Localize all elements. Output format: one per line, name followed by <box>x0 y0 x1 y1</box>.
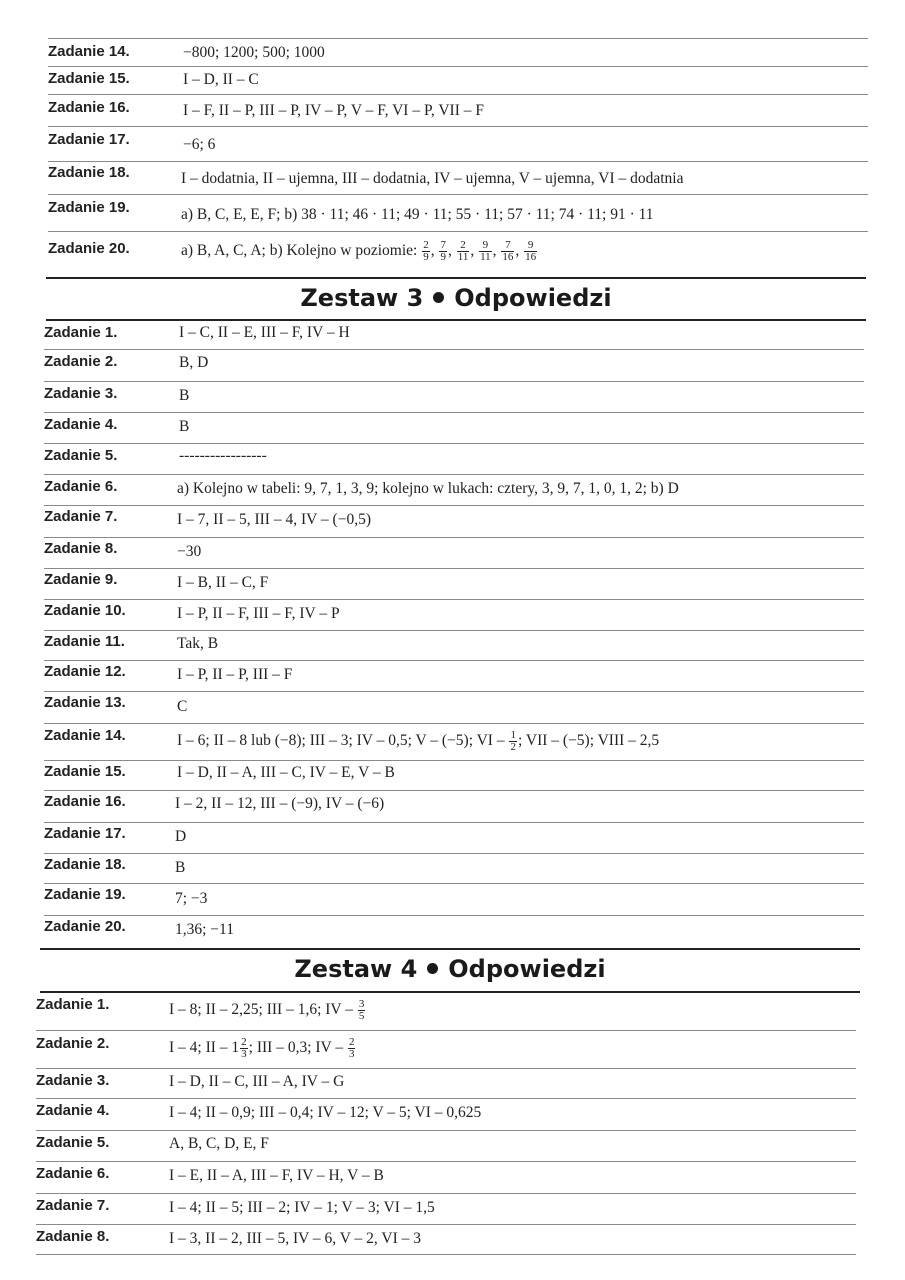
answer-row <box>44 506 864 538</box>
answer-row <box>36 1194 856 1225</box>
task-label: Zadanie 7. <box>36 1197 110 1214</box>
task-answer: I – B, II – C, F <box>177 574 269 591</box>
task-label: Zadanie 7. <box>44 508 118 525</box>
answer-row <box>48 38 868 67</box>
task-label: Zadanie 3. <box>36 1072 110 1089</box>
task-answer: I – E, II – A, III – F, IV – H, V – B <box>169 1167 384 1184</box>
task-answer: I – D, II – C, III – A, IV – G <box>169 1073 345 1090</box>
task-label: Zadanie 15. <box>44 763 126 780</box>
numerator: 3 <box>358 998 365 1010</box>
answer-row <box>44 350 864 382</box>
denominator: 16 <box>502 251 514 263</box>
answer-text: ; VII – (−5); VIII – 2,5 <box>517 732 660 750</box>
set4-heading <box>40 955 860 983</box>
task-label: Zadanie 19. <box>48 199 130 216</box>
answer-row <box>36 1031 856 1069</box>
task-answer: I – F, II – P, III – P, IV – P, V – F, VI – P, VII – F <box>183 102 484 119</box>
task-label: Zadanie 17. <box>48 131 130 148</box>
task-answer: I – D, II – C <box>183 71 259 88</box>
numerator: 1 <box>510 729 516 741</box>
task-label: Zadanie 1. <box>36 996 110 1013</box>
task-label: Zadanie 5. <box>36 1134 110 1151</box>
section-divider <box>40 948 860 950</box>
task-answer: I – dodatnia, II – ujemna, III – dodatnia, IV – ujemna, V – ujemna, VI – dodatnia <box>181 170 684 187</box>
answer-row <box>48 195 868 232</box>
answer-text: I – 6; II – 8 lub (−8); III – 3; IV – 0,5; V – (−5); VI – <box>177 732 505 750</box>
task-label: Zadanie 9. <box>44 571 118 588</box>
task-answer: B <box>175 859 186 876</box>
numerator: 9 <box>524 240 537 252</box>
heading-answers-word: Odpowiedzi <box>448 955 606 983</box>
numerator: 7 <box>501 240 514 252</box>
answer-row <box>44 475 864 506</box>
answer-row <box>36 1131 856 1162</box>
denominator: 16 <box>525 251 537 263</box>
task-label: Zadanie 12. <box>44 663 126 680</box>
task-label: Zadanie 2. <box>36 1035 110 1052</box>
task-answer: ----------------- <box>179 447 267 464</box>
task-answer: I – 4; II – 0,9; III – 0,4; IV – 12; V – 5; VI – 0,625 <box>169 1104 482 1121</box>
task-answer: I – 2, II – 12, III – (−9), IV – (−6) <box>175 795 385 812</box>
answer-row <box>44 382 864 413</box>
denominator: 11 <box>480 251 491 263</box>
answer-text: a) B, A, C, A; b) Kolejno w poziomie: <box>181 242 418 260</box>
denominator: 9 <box>440 251 446 263</box>
section-divider <box>46 277 866 279</box>
task-answer: a) Kolejno w tabeli: 9, 7, 1, 3, 9; kolejno w lukach: cztery, 3, 9, 7, 1, 0, 1, 2; b) D <box>177 480 679 497</box>
task-label: Zadanie 2. <box>44 353 118 370</box>
numerator: 7 <box>440 239 446 251</box>
task-label: Zadanie 8. <box>36 1228 110 1245</box>
task-answer: −800; 1200; 500; 1000 <box>183 44 325 61</box>
fraction <box>501 240 514 263</box>
answer-row <box>36 1069 856 1099</box>
task-label: Zadanie 17. <box>44 825 126 842</box>
answer-text: I – 4; II – 1 <box>169 1039 240 1057</box>
answer-row <box>48 66 868 95</box>
task-answer <box>169 1037 356 1060</box>
task-answer <box>177 730 659 753</box>
task-answer: C <box>177 698 188 715</box>
answer-row <box>44 884 864 916</box>
answer-row <box>44 321 864 350</box>
fraction <box>479 240 492 263</box>
answer-row <box>44 692 864 724</box>
task-answer: I – P, II – F, III – F, IV – P <box>177 605 340 622</box>
task-answer: I – 3, II – 2, III – 5, IV – 6, V – 2, VI – 3 <box>169 1230 422 1247</box>
task-label: Zadanie 10. <box>44 602 126 619</box>
task-label: Zadanie 11. <box>44 633 125 650</box>
numerator: 2 <box>457 240 470 252</box>
task-label: Zadanie 13. <box>44 694 126 711</box>
task-answer: D <box>175 828 187 845</box>
answer-row <box>36 993 856 1031</box>
task-label: Zadanie 8. <box>44 540 118 557</box>
denominator: 5 <box>358 1010 365 1022</box>
task-answer: I – D, II – A, III – C, IV – E, V – B <box>177 764 395 781</box>
answer-row <box>44 631 864 661</box>
bullet-icon <box>427 963 438 974</box>
denominator: 2 <box>510 741 516 753</box>
answer-row <box>48 162 868 195</box>
heading-set-number: Zestaw 4 <box>294 955 418 983</box>
task-label: Zadanie 18. <box>44 856 126 873</box>
task-label: Zadanie 3. <box>44 385 118 402</box>
task-answer: −30 <box>177 543 202 560</box>
task-label: Zadanie 20. <box>48 240 130 257</box>
task-answer: −6; 6 <box>183 136 216 153</box>
answer-row <box>36 1099 856 1131</box>
task-answer: Tak, B <box>177 635 219 652</box>
answer-row <box>44 413 864 444</box>
task-label: Zadanie 6. <box>44 478 118 495</box>
numerator: 9 <box>479 240 492 252</box>
task-label: Zadanie 5. <box>44 447 118 464</box>
answer-text: ; III – 0,3; IV – <box>248 1039 344 1057</box>
answer-row <box>44 761 864 791</box>
answer-row <box>44 538 864 569</box>
denominator: 3 <box>348 1048 355 1060</box>
answer-row <box>48 232 868 270</box>
task-label: Zadanie 4. <box>36 1102 110 1119</box>
set3-heading <box>46 284 866 312</box>
task-answer: a) B, A, C, A; b) Kolejno w poziomie: $\frac{2}{9}$ , $\frac{7}{9}$ , $\frac{2}{11}$ , $\frac{9}{11}$ , $\frac{7}{16}$ , $\frac{9}{16}$ <box>181 239 537 263</box>
answer-row <box>44 600 864 631</box>
task-answer: I – 7, II – 5, III – 4, IV – (−0,5) <box>177 511 371 528</box>
heading-set-number: Zestaw 3 <box>300 284 424 312</box>
numerator: 2 <box>241 1036 247 1048</box>
heading-answers-word: Odpowiedzi <box>454 284 612 312</box>
fraction <box>509 730 517 753</box>
answer-text: I – 8; II – 2,25; III – 1,6; IV – <box>169 1001 353 1019</box>
numerator: 2 <box>423 239 429 251</box>
answer-row <box>44 444 864 475</box>
denominator: 3 <box>241 1048 247 1060</box>
task-answer: I – 4; II – 5; III – 2; IV – 1; V – 3; VI – 1,5 <box>169 1199 435 1216</box>
task-answer: B <box>179 418 190 435</box>
task-answer <box>169 999 366 1022</box>
task-label: Zadanie 20. <box>44 918 126 935</box>
task-label: Zadanie 4. <box>44 416 118 433</box>
answer-row <box>36 1162 856 1194</box>
fraction <box>439 240 447 263</box>
denominator: 11 <box>457 251 469 263</box>
bullet-icon <box>433 292 444 303</box>
task-label: Zadanie 14. <box>44 727 126 744</box>
numerator: 2 <box>348 1036 355 1048</box>
answer-row <box>44 569 864 600</box>
task-answer: I – P, II – P, III – F <box>177 666 293 683</box>
task-label: Zadanie 1. <box>44 324 118 341</box>
task-label: Zadanie 6. <box>36 1165 110 1182</box>
task-answer: B, D <box>179 354 209 371</box>
answer-row <box>48 127 868 162</box>
task-label: Zadanie 14. <box>48 43 130 60</box>
answer-row <box>44 916 864 946</box>
fraction <box>422 240 430 263</box>
answer-row <box>44 854 864 884</box>
task-label: Zadanie 18. <box>48 164 130 181</box>
task-label: Zadanie 16. <box>44 793 126 810</box>
task-answer: 7; −3 <box>175 890 208 907</box>
task-answer: a) B, C, E, E, F; b) 38 · 11; 46 · 11; 49 · 11; 55 · 11; 57 · 11; 74 · 11; 91 · 11 <box>181 206 654 223</box>
task-label: Zadanie 19. <box>44 886 126 903</box>
task-label: Zadanie 16. <box>48 99 130 116</box>
task-answer: A, B, C, D, E, F <box>169 1135 269 1152</box>
fraction <box>524 240 537 263</box>
task-answer: I – C, II – E, III – F, IV – H <box>179 324 350 341</box>
answer-row <box>44 791 864 823</box>
answer-row <box>44 724 864 761</box>
answer-row <box>36 1225 856 1255</box>
fraction <box>457 240 470 263</box>
task-answer: 1,36; −11 <box>175 921 234 938</box>
fraction <box>348 1037 356 1060</box>
answer-row <box>44 661 864 692</box>
fraction <box>240 1037 248 1060</box>
fraction <box>358 999 366 1022</box>
task-answer: B <box>179 387 190 404</box>
answer-row <box>48 95 868 127</box>
task-label: Zadanie 15. <box>48 70 130 87</box>
answer-row <box>44 823 864 854</box>
denominator: 9 <box>423 251 429 263</box>
